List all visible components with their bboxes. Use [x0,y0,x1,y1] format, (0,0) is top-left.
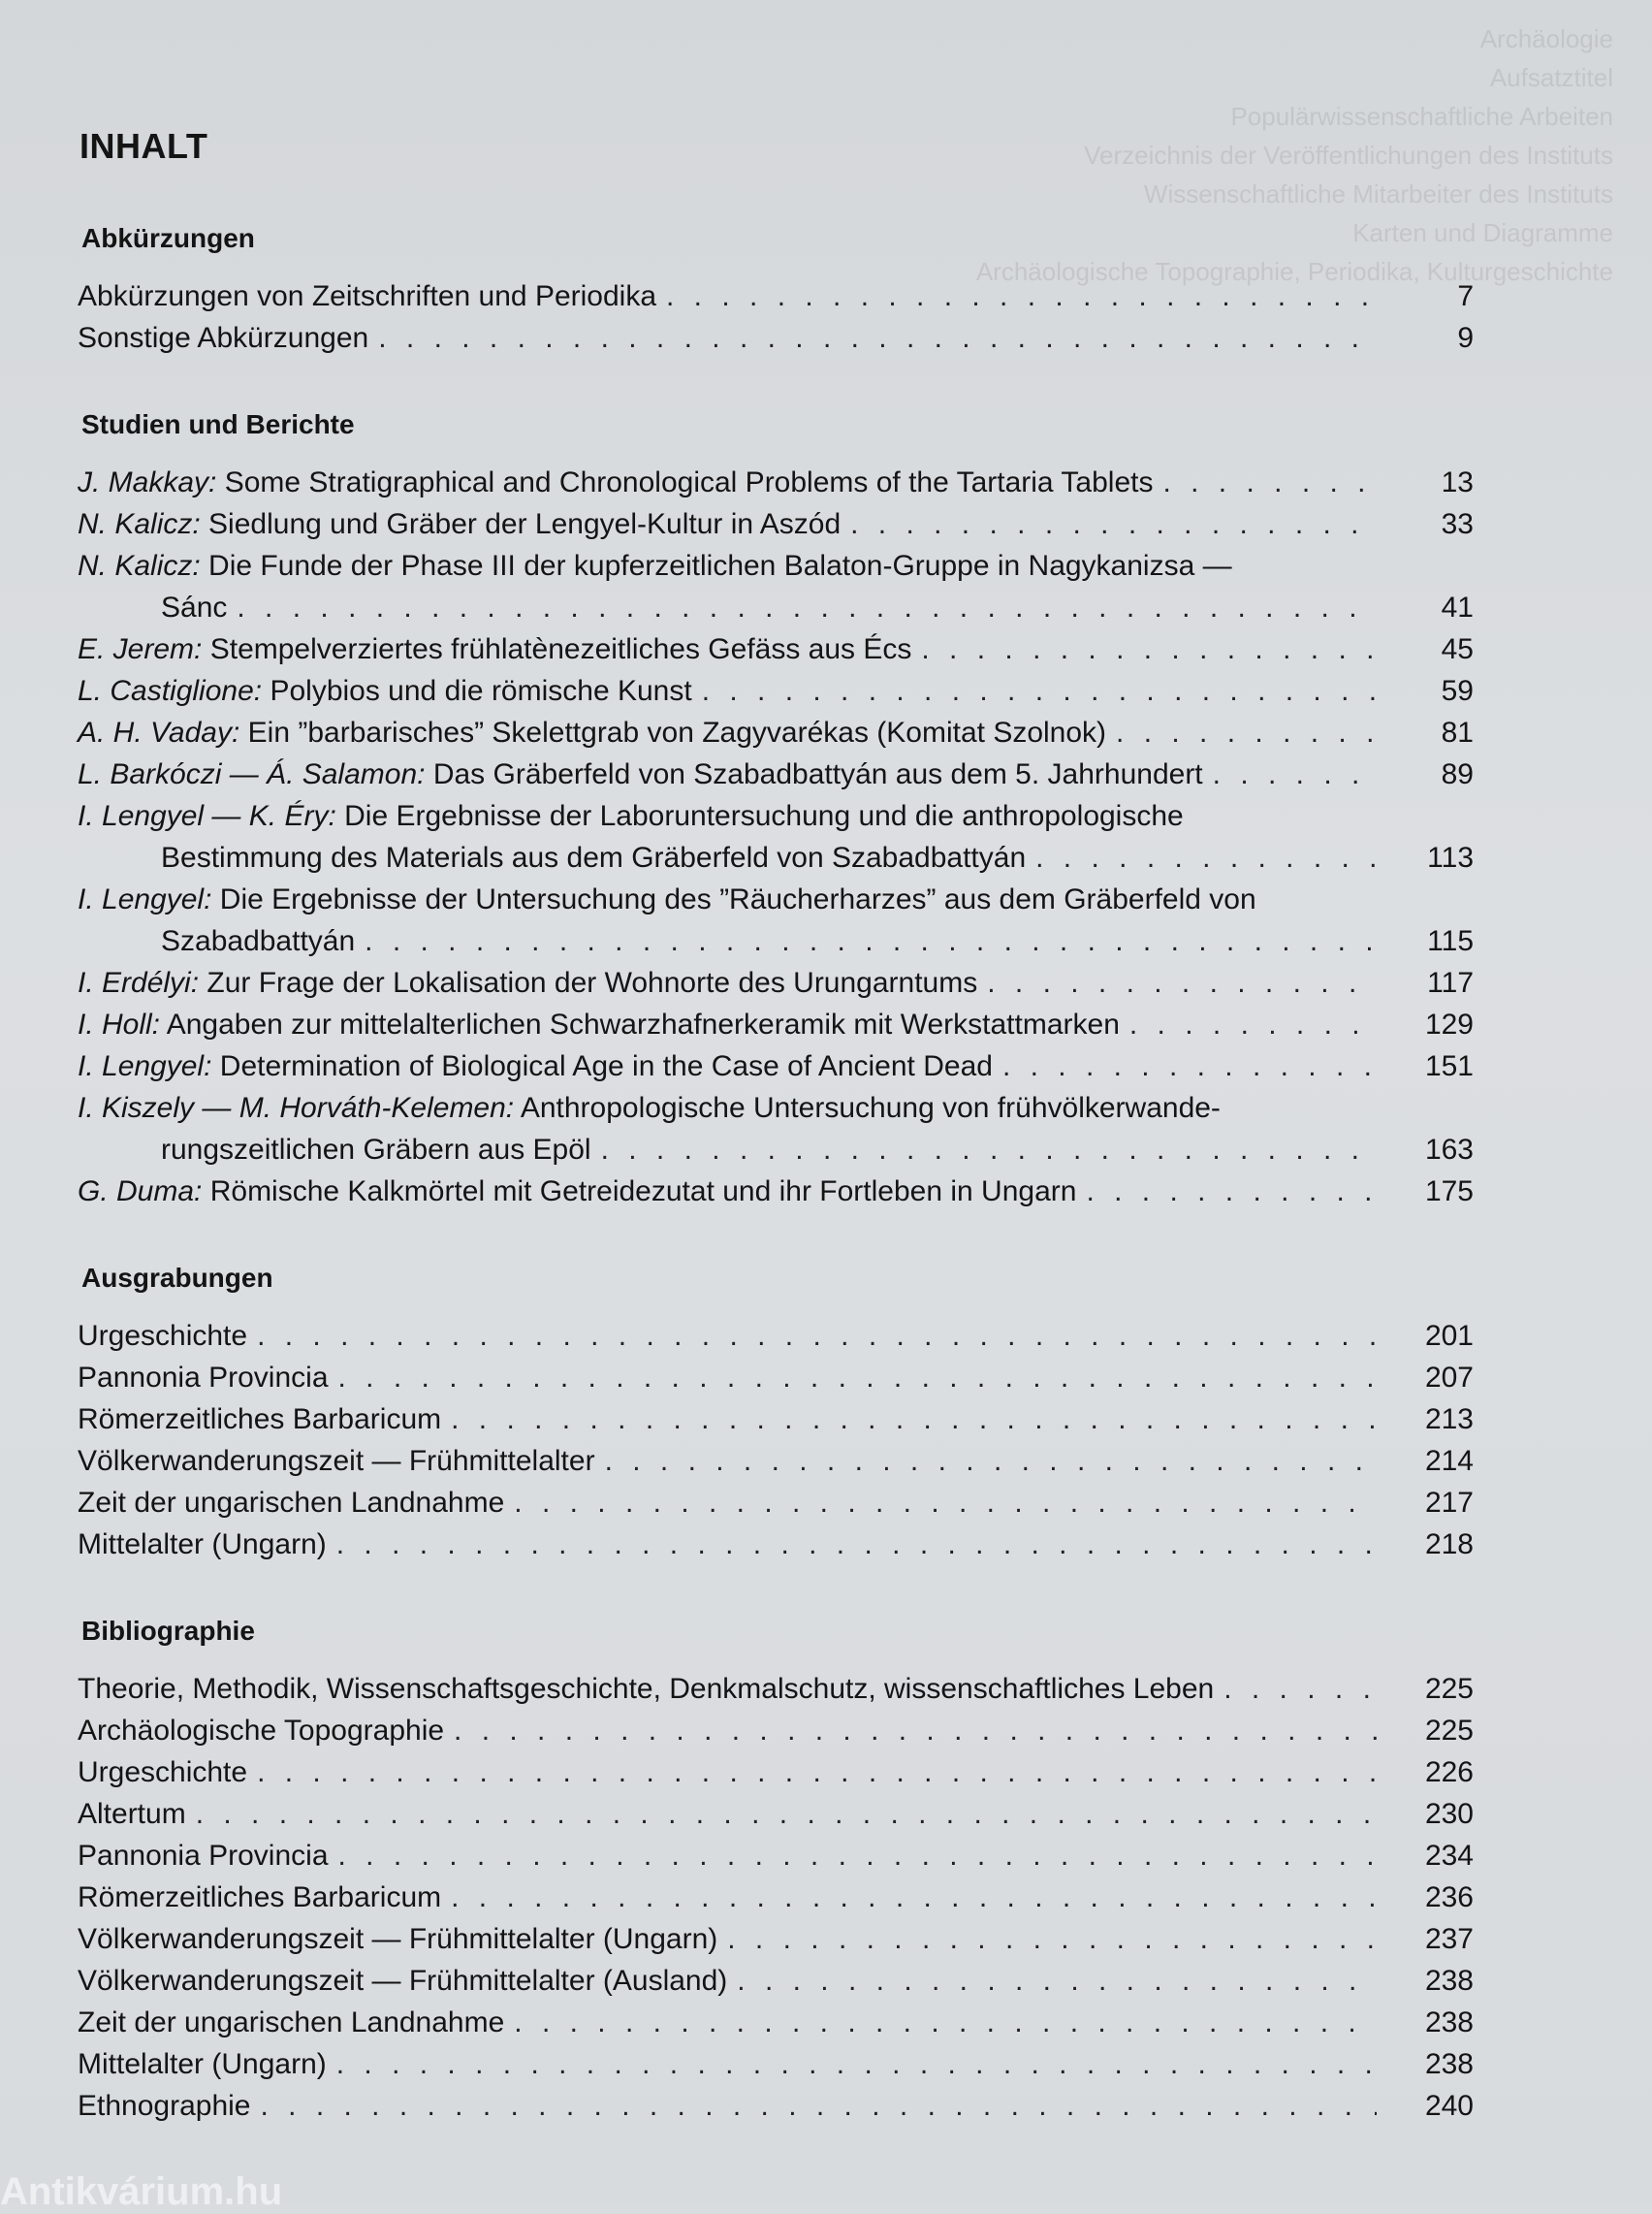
leader-dots [196,1793,1377,1835]
toc-sections [78,223,1474,2127]
entry-line [78,962,1384,1004]
leader-dots [1035,837,1377,879]
toc-entry [78,1440,1474,1482]
leader-dots [260,2085,1377,2127]
toc-entry [78,2043,1474,2085]
leader-dots [336,1524,1377,1565]
entry-text [78,1171,1384,1212]
entry-label [78,628,911,670]
leader-dots [365,920,1377,962]
entry-text [78,1524,1384,1565]
entry-author: I. Holl: [78,1009,161,1041]
toc-entry [78,1482,1474,1524]
entry-text [78,2002,1384,2043]
section-title: Studien und Berichte [81,409,355,439]
entry-title: Some Stratigraphical and Chronological Problems of the Tartaria Tablets [224,466,1154,498]
page-number: 81 [1441,717,1474,749]
entry-line [78,2002,1384,2043]
leader-dots [451,1398,1377,1440]
entry-line [78,1793,1384,1835]
entry-title: Polybios und die römische Kunst [270,675,692,707]
entry-line [78,1835,1384,1877]
entry-line [78,1315,1384,1357]
entry-author: I. Kiszely — M. Horváth-Kelemen: [78,1092,515,1124]
leader-dots [378,317,1377,359]
entry-author: L. Barkóczi — Á. Salamon: [78,758,426,790]
entry-text [78,628,1384,670]
page-number: 129 [1424,1009,1474,1041]
entry-title: Völkerwanderungszeit — Frühmittelalter (Ungarn) [78,1923,718,1955]
entry-author: J. Makkay: [78,466,217,498]
entry-line [78,317,1384,359]
page-number: 213 [1424,1403,1474,1435]
entry-line [78,1710,1384,1751]
toc-entry [78,754,1474,795]
entry-text [78,1440,1384,1482]
entry-line [78,628,1384,670]
page-number: 45 [1441,633,1474,665]
leader-dots [338,1835,1377,1877]
entry-label [78,1398,441,1440]
leader-dots [454,1710,1377,1751]
table-of-contents [78,126,1474,2127]
entry-label [78,1045,993,1087]
entry-label [78,317,368,359]
entry-label [78,2043,327,2085]
toc-entry [78,879,1474,962]
leader-dots [514,1482,1377,1524]
entry-title: Völkerwanderungszeit — Frühmittelalter (Ausland) [78,1965,728,1997]
toc-entry [78,1357,1474,1398]
entry-label [78,550,1232,582]
entry-label [78,1315,247,1357]
entry-line [78,275,1384,317]
page-number: 236 [1424,1881,1474,1913]
leader-dots [601,1129,1377,1171]
page-number: 151 [1424,1050,1474,1082]
entry-line [78,1004,1384,1045]
leader-dots [1116,712,1377,754]
entry-title: Anthropologische Untersuchung von frühvölkerwande- [520,1092,1221,1124]
entry-label [78,883,1256,915]
page-number: 59 [1441,675,1474,707]
entry-label [78,712,1106,754]
entry-text [78,1751,1384,1793]
entry-label [78,1668,1214,1710]
entry-label [78,275,656,317]
entry-line [78,1440,1384,1482]
entry-label [78,1793,186,1835]
entry-line [78,879,1384,920]
page-number: 225 [1424,1673,1474,1705]
entry-line [78,503,1384,545]
entry-title: Determination of Biological Age in the Case of Ancient Dead [219,1050,993,1082]
entry-line-continued [78,837,1384,879]
page-number: 113 [1427,842,1474,874]
entry-title: Theorie, Methodik, Wissenschaftsgeschichte, Denkmalschutz, wissenschaftliches Leben [78,1673,1215,1705]
toc-entry [78,1960,1474,2002]
entry-title: Römerzeitliches Barbaricum [78,1881,442,1913]
toc-entry [78,1751,1474,1793]
bleed-line: Archäologie [1479,24,1613,53]
page-number: 237 [1424,1923,1474,1955]
entry-title-continued: rungszeitlichen Gräbern aus Epöl [161,1134,591,1166]
entry-label [78,754,1203,795]
toc-entry [78,962,1474,1004]
entry-label [78,1171,1076,1212]
toc-entry [78,545,1474,628]
entry-title: Die Ergebnisse der Laboruntersuchung und die anthropologische [344,800,1184,832]
entry-title: Zeit der ungarischen Landnahme [78,2006,505,2038]
entry-text [78,1004,1384,1045]
entry-title: Urgeschichte [78,1320,248,1352]
entry-text [78,1877,1384,1918]
entry-text [78,670,1384,712]
entry-label [78,962,977,1004]
entry-title-continued: Szabadbattyán [161,925,356,957]
leader-dots [338,1357,1377,1398]
entry-title: Mittelalter (Ungarn) [78,2048,327,2080]
entry-label [78,1357,329,1398]
entry-line-continued [78,920,1384,962]
entry-title: Abkürzungen von Zeitschriften und Periodika [78,280,657,312]
toc-section [78,409,1474,1212]
page-number: 115 [1427,925,1474,957]
bleed-line: Wissenschaftliche Mitarbeiter des Instituts [1143,179,1613,209]
entry-text [78,1710,1384,1751]
entry-label [78,670,692,712]
toc-entry [78,275,1474,317]
entry-line [78,1960,1384,2002]
entry-title: Sonstige Abkürzungen [78,322,369,354]
entry-line [78,1668,1384,1710]
leader-dots [1129,1004,1377,1045]
entry-text [78,754,1384,795]
leader-dots [1086,1171,1377,1212]
entry-text [78,1668,1384,1710]
page-number: 7 [1457,280,1474,312]
leader-dots [451,1877,1377,1918]
entry-author: I. Lengyel: [78,883,212,915]
entry-text [78,1482,1384,1524]
section-title: Ausgrabungen [81,1263,273,1293]
toc-entry [78,1835,1474,1877]
page-number: 175 [1424,1175,1474,1207]
entry-author: N. Kalicz: [78,508,201,540]
entry-label [78,2085,250,2127]
entry-title: Mittelalter (Ungarn) [78,1528,327,1560]
entry-label [78,1835,329,1877]
entry-line [78,2085,1384,2127]
toc-entry [78,1087,1474,1171]
entry-label [78,1524,327,1565]
entry-line [78,795,1384,837]
entry-line [78,2043,1384,2085]
entry-text [78,1960,1384,2002]
toc-entry [78,1877,1474,1918]
leader-dots [1002,1045,1377,1087]
page-number: 234 [1424,1840,1474,1872]
entry-author: I. Lengyel — K. Éry: [78,800,336,832]
toc-entry [78,1315,1474,1357]
leader-dots [737,1960,1377,2002]
entry-text [78,712,1384,754]
toc-entry [78,628,1474,670]
page-number: 117 [1427,967,1474,999]
entry-line [78,1171,1384,1212]
entry-author: I. Erdélyi: [78,967,200,999]
entry-author: E. Jerem: [78,633,203,665]
entry-line [78,462,1384,503]
toc-section [78,1616,1474,2127]
page-number: 9 [1457,322,1474,354]
page-number: 238 [1424,2048,1474,2080]
entry-author: G. Duma: [78,1175,203,1207]
entry-line [78,1482,1384,1524]
page-number: 218 [1424,1528,1474,1560]
entry-line [78,712,1384,754]
entry-title: Das Gräberfeld von Szabadbattyán aus dem 5. Jahrhundert [432,758,1203,790]
leader-dots [702,670,1377,712]
leader-dots [921,628,1377,670]
entry-title: Die Ergebnisse der Untersuchung des ”Räucherharzes” aus dem Gräberfeld von [219,883,1256,915]
entry-text [78,1357,1384,1398]
leader-dots [987,962,1377,1004]
leader-dots [666,275,1377,317]
entry-title: Stempelverziertes frühlatènezeitliches Gefäss aus Écs [209,633,912,665]
entry-title: Pannonia Provincia [78,1840,329,1872]
page-number: 238 [1424,1965,1474,1997]
page-number: 13 [1441,466,1474,498]
entry-author: A. H. Vaday: [78,717,240,749]
entry-title: Zur Frage der Lokalisation der Wohnorte des Urungarntums [206,967,978,999]
entry-title: Pannonia Provincia [78,1362,329,1394]
page-number: 163 [1424,1134,1474,1166]
leader-dots [336,2043,1377,2085]
toc-entry [78,1398,1474,1440]
page-number: 226 [1424,1756,1474,1788]
entry-text [78,2085,1384,2127]
entry-line [78,1045,1384,1087]
page-number: 238 [1424,2006,1474,2038]
entry-title-continued: Sánc [161,592,228,624]
entry-label [78,1751,247,1793]
entry-label [78,800,1184,832]
entry-text [78,1918,1384,1960]
entry-label [78,1710,444,1751]
toc-entry [78,462,1474,503]
entry-title: Römische Kalkmörtel mit Getreidezutat und ihr Fortleben in Ungarn [209,1175,1077,1207]
entry-label [78,1877,441,1918]
entry-line [78,545,1384,587]
entry-text [78,545,1384,628]
toc-entry [78,712,1474,754]
page-number: 230 [1424,1798,1474,1830]
toc-entry [78,1524,1474,1565]
leader-dots [605,1440,1377,1482]
leader-dots [514,2002,1377,2043]
entry-text [78,1398,1384,1440]
leader-dots [257,1315,1377,1357]
toc-section [78,223,1474,359]
toc-section [78,1263,1474,1565]
entry-text [78,1087,1384,1171]
leader-dots [1162,462,1377,503]
bleed-line: Archäologische Topographie, Periodika, Kulturgeschichte [975,257,1613,286]
entry-title: Siedlung und Gräber der Lengyel-Kultur in Aszód [208,508,842,540]
entry-line [78,1877,1384,1918]
page-number: 41 [1441,592,1474,624]
entry-text [78,1793,1384,1835]
entry-title: Völkerwanderungszeit — Frühmittelalter [78,1445,595,1477]
page-number: 89 [1441,758,1474,790]
entry-line-continued [78,587,1384,628]
entry-text [78,1315,1384,1357]
entry-title: Römerzeitliches Barbaricum [78,1403,442,1435]
entry-text [78,1045,1384,1087]
leader-dots [257,1751,1377,1793]
bleed-line: Verzeichnis der Veröffentlichungen des Instituts [1084,141,1613,170]
toc-entry [78,670,1474,712]
entry-line [78,1918,1384,1960]
entry-title: Die Funde der Phase III der kupferzeitlichen Balaton-Gruppe in Nagykanizsa — [208,550,1232,582]
entry-text [78,795,1384,879]
entry-author: N. Kalicz: [78,550,201,582]
entry-text [78,1835,1384,1877]
page-number: 225 [1424,1715,1474,1747]
page-number: 240 [1424,2090,1474,2122]
page-number: 207 [1424,1362,1474,1394]
section-title: Abkürzungen [81,223,255,253]
toc-entry [78,1004,1474,1045]
entry-label [78,1960,727,2002]
watermark: Antikvárium.hu [0,2170,283,2213]
bleed-line: Populärwissenschaftliche Arbeiten [1230,102,1613,131]
page-number: 217 [1424,1487,1474,1519]
entry-title: Ein ”barbarisches” Skelettgrab von Zagyvarékas (Komitat Szolnok) [247,717,1107,749]
section-title: Bibliographie [81,1616,255,1646]
toc-entry [78,503,1474,545]
toc-entry [78,1668,1474,1710]
entry-label [78,462,1153,503]
entry-text [78,879,1384,962]
entry-line [78,754,1384,795]
toc-entry [78,795,1474,879]
page-number: 33 [1441,508,1474,540]
entry-label [78,503,841,545]
entry-line [78,1357,1384,1398]
page-number: 214 [1424,1445,1474,1477]
entry-text [78,275,1384,317]
entry-title: Angaben zur mittelalterlichen Schwarzhafnerkeramik mit Werkstattmarken [166,1009,1120,1041]
entry-label [78,1440,595,1482]
entry-text [78,317,1384,359]
toc-entry [78,1793,1474,1835]
entry-author: I. Lengyel: [78,1050,212,1082]
entry-line [78,1524,1384,1565]
entry-line [78,670,1384,712]
toc-entry [78,1710,1474,1751]
toc-entry [78,2085,1474,2127]
toc-entry [78,317,1474,359]
entry-label [78,1918,717,1960]
leader-dots [1223,1668,1377,1710]
page-title: INHALT [79,126,208,166]
toc-entry [78,1171,1474,1212]
entry-title: Altertum [78,1798,186,1830]
entry-text [78,503,1384,545]
entry-title: Zeit der ungarischen Landnahme [78,1487,505,1519]
toc-entry [78,1045,1474,1087]
entry-line [78,1398,1384,1440]
bleed-line: Karten und Diagramme [1352,218,1613,247]
entry-line [78,1751,1384,1793]
page-number: 201 [1424,1320,1474,1352]
entry-text [78,962,1384,1004]
leader-dots [727,1918,1377,1960]
entry-title: Archäologische Topographie [78,1715,445,1747]
toc-entry [78,1918,1474,1960]
leader-dots [237,587,1377,628]
bleed-line: Aufsatztitel [1489,63,1613,92]
leader-dots [1213,754,1377,795]
entry-label [78,1092,1221,1124]
toc-entry [78,2002,1474,2043]
leader-dots [850,503,1377,545]
entry-title: Urgeschichte [78,1756,248,1788]
entry-label [78,1482,504,1524]
entry-label [78,2002,504,2043]
entry-line-continued [78,1129,1384,1171]
entry-text [78,462,1384,503]
entry-line [78,1087,1384,1129]
entry-text [78,2043,1384,2085]
entry-title-continued: Bestimmung des Materials aus dem Gräberfeld von Szabadbattyán [161,842,1027,874]
entry-title: Ethnographie [78,2090,251,2122]
entry-author: L. Castiglione: [78,675,263,707]
entry-label [78,1004,1120,1045]
